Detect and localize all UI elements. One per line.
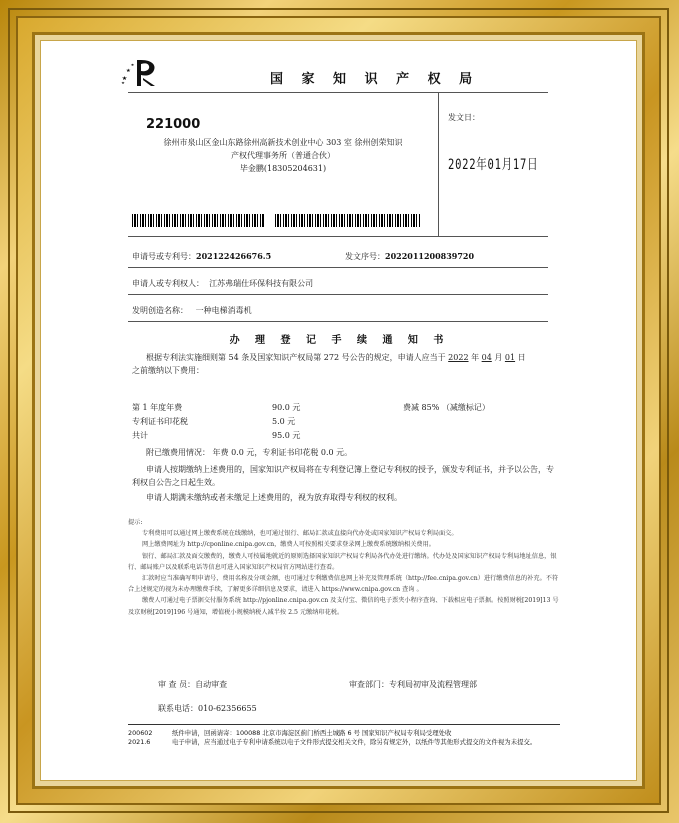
address-box-bottom-rule <box>128 236 548 237</box>
reviewer: 审 查 员：自动审查 <box>158 680 228 689</box>
applicant-name: 江苏弗瑞仕环保科技有限公司 <box>209 279 314 288</box>
intro-line-1 <box>132 351 552 364</box>
footer-text-2: 电子申请，应当通过电子专利申请系统以电子文件形式提交相关文件，除另有规定外，以纸件等其他形式提交的文件视为未提交。 <box>172 738 537 746</box>
field-rule-3 <box>128 321 548 322</box>
footer-code-2: 2021.6 <box>128 738 151 746</box>
due-year: 2022 <box>448 353 469 362</box>
footer-text-1: 纸件申请，回函请寄：100088 北京市海淀区蓟门桥西土城路 6 号 国家知识产权局专利局受理处收 <box>172 729 452 737</box>
barcode-left <box>132 214 264 227</box>
fee-reduction-note: 费减 85% （减缴标记） <box>403 403 490 412</box>
serial-number-field <box>345 251 474 262</box>
recipient-name: 毕金鹏(18305204631) <box>239 164 327 173</box>
issue-date: 2022年01月17日 <box>448 157 539 173</box>
paid-fees-status: 附已缴费用情况： 年费 0.0 元，专利证书印花税 0.0 元。 <box>146 448 353 457</box>
fee-amount-total: 95.0 元 <box>272 431 301 440</box>
invention-field <box>132 305 252 316</box>
body-p1-text: 申请人按期缴纳上述费用的，国家知识产权局将在专利登记簿上登记专利权的授予，颁发专利证书，并予以公告，专利权自公告之日起生效。 <box>132 465 554 487</box>
address-line-1: 徐州市泉山区金山东路徐州高新技术创业中心 303 室 徐州创荣知识 <box>163 138 403 147</box>
tip-1: 专利费用可以通过网上缴费系统在线缴纳，也可通过银行、邮局汇款或直接向代办处或国家知识产权局专利局面交。 <box>142 530 458 538</box>
intro-text: 根据专利法实施细则第 54 条及国家知识产权局第 272 号公告的规定，申请人应当于 <box>146 353 449 362</box>
day-unit: 日 <box>515 353 526 362</box>
address-line-2: 产权代理事务所（普通合伙） <box>231 151 335 160</box>
tip-2: 网上缴费网址为 http://cponline.cnipa.gov.cn，缴费人可按照相关要求登录网上缴费系统缴纳相关费用。 <box>142 541 435 549</box>
body-paragraph-2 <box>132 491 557 504</box>
applicant-label: 申请人或专利权人： <box>132 279 204 288</box>
issue-date-divider <box>438 93 439 236</box>
due-month: 04 <box>481 353 492 362</box>
tip-4: 汇款时应当准确写明申请号，费用名称及分项金额，也可通过专利缴费信息网上补充及管理系统（http://fee.cnipa.gov.cn）进行缴费信息的补充。不符合上述规定的视为未办理缴费手续，了解更多详细信息及要求，请进入 https://www.cnipa.gov.cn 查询 。 <box>128 575 559 594</box>
applicant-field <box>132 278 313 289</box>
fee-row-annual <box>132 402 182 413</box>
month-unit: 月 <box>491 353 505 362</box>
fee-row-total: 共计 <box>132 431 148 440</box>
serial-number-label: 发文序号： <box>345 252 385 261</box>
field-rule-2 <box>128 294 548 295</box>
application-number: 202122426676.5 <box>196 251 272 261</box>
body-paragraph-1 <box>132 463 557 489</box>
office-title: 国 家 知 识 产 权 局 <box>270 72 480 87</box>
tip-3: 银行、邮局汇款及面交缴费的，缴费人可按属地就近的原则选择国家知识产权局专利局各代办处进行缴纳。代办处及国家知识产权局专利局地址信息，银行、邮局账户以及联系电话等信息可进入国家知识产权局官方网站进行查看。 <box>128 552 557 571</box>
application-number-field <box>132 251 271 262</box>
contact-phone: 联系电话：010-62356655 <box>158 704 257 713</box>
tip-5: 缴费人可通过电子票据交付服务系统 http://pjonline.cnipa.gov.cn 及支付宝、微信的电子票夹小程序查询、下载相应电子票据。按照财税[2019]13 号及京财税[2019]196 号通知，增值税小规模纳税人减半按 2.5 元缴纳印花税。 <box>128 597 559 616</box>
due-day: 01 <box>504 353 516 362</box>
body-p2-text: 申请人期满未缴纳或者未缴足上述费用的，视为放弃取得专利权的权利。 <box>146 493 402 502</box>
footer-code-1: 200602 <box>128 729 153 737</box>
postcode: 221000 <box>146 117 201 132</box>
serial-number: 2022011200839720 <box>385 251 475 261</box>
intro-paragraph <box>132 351 552 377</box>
notice-title: 办 理 登 记 手 续 通 知 书 <box>229 335 450 346</box>
cnipa-logo-icon <box>117 58 161 88</box>
barcode-right <box>275 214 420 227</box>
field-rule-1 <box>128 267 548 268</box>
application-number-label: 申请号或专利号： <box>132 252 196 261</box>
addressee-block <box>138 136 428 175</box>
issue-date-label: 发文日： <box>448 113 480 122</box>
intro-line-2: 之前缴纳以下费用： <box>132 366 204 375</box>
tips-heading: 提示: <box>128 519 143 526</box>
fee-name: 第 1 年度年费 <box>132 403 183 412</box>
fee-amount-annual: 90.0 元 <box>272 403 301 412</box>
header-divider <box>128 92 548 93</box>
fee-row-stamp-tax: 专利证书印花税 <box>132 417 188 426</box>
review-department: 审查部门：专利局初审及流程管理部 <box>349 680 477 689</box>
invention-name: 一种电梯消毒机 <box>195 306 252 315</box>
footer-rule <box>128 724 560 725</box>
invention-label: 发明创造名称： <box>132 306 188 315</box>
fee-amount-stamp-tax: 5.0 元 <box>272 417 296 426</box>
tips-section <box>128 517 560 618</box>
year-unit: 年 <box>468 353 482 362</box>
